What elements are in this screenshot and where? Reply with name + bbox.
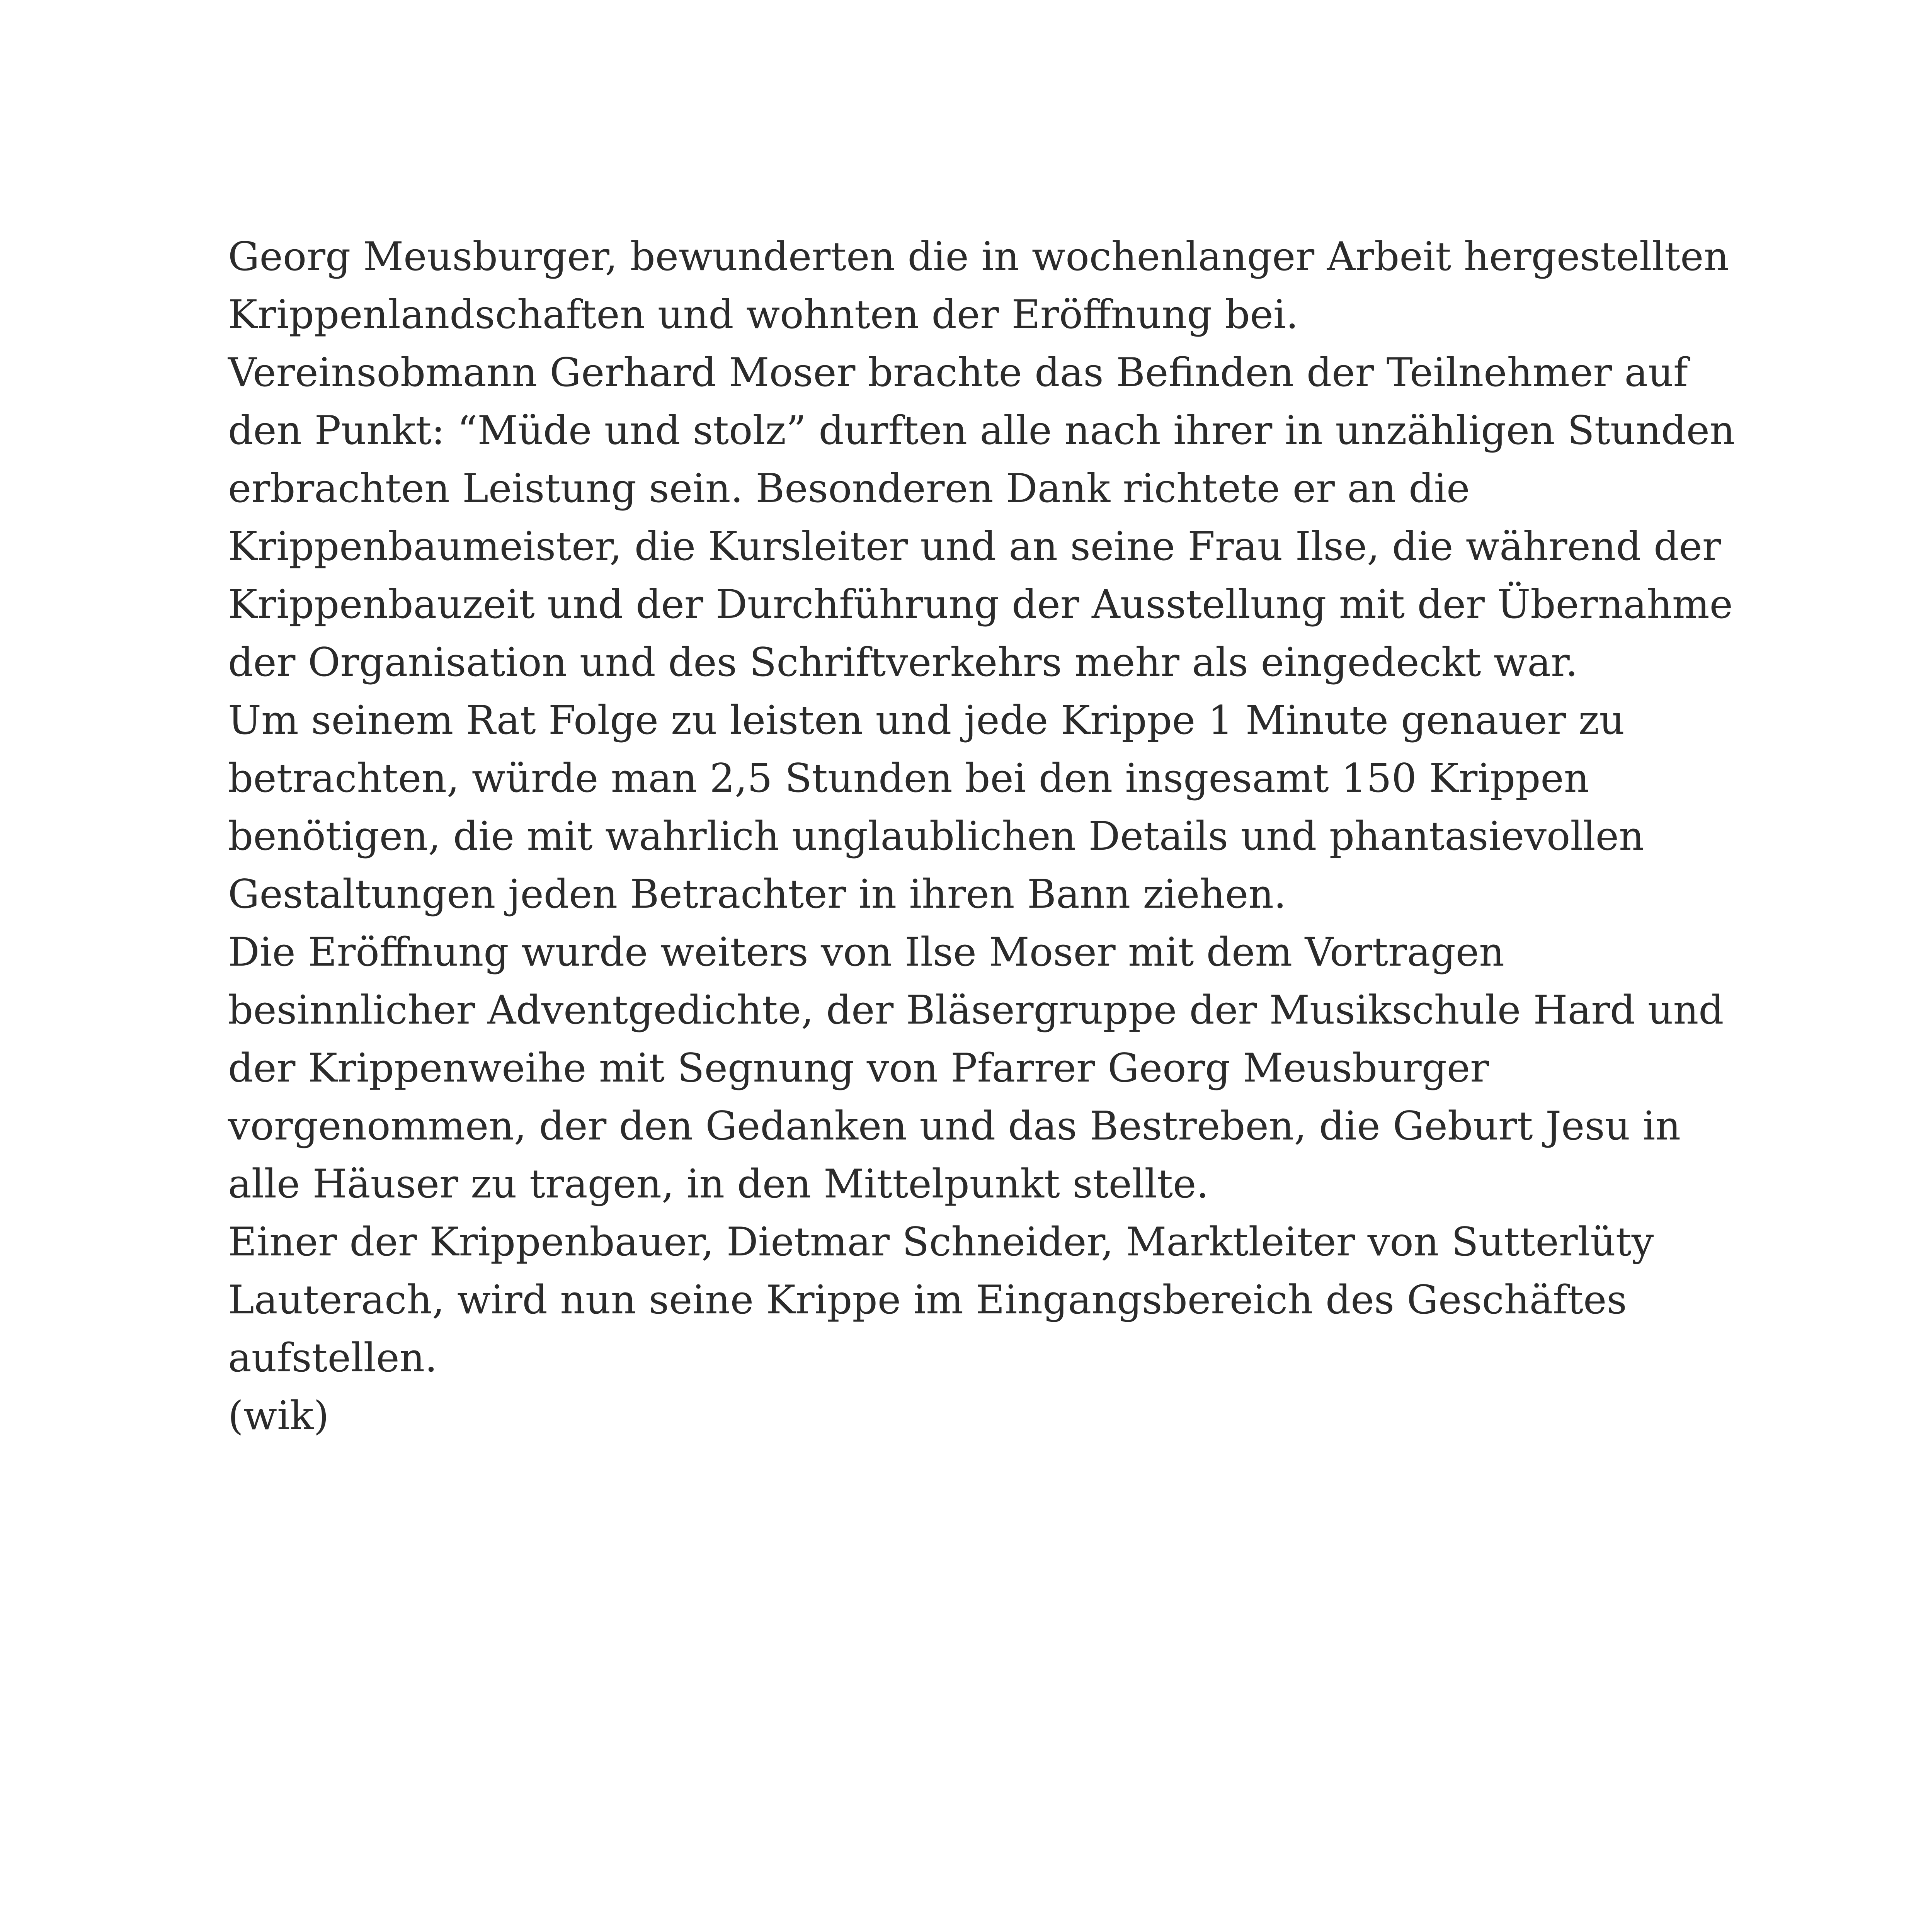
text-line: alle Häuser zu tragen, in den Mittelpunkt stellte. [228, 1161, 1209, 1207]
text-line: Krippenlandschaften und wohnten der Eröffnung bei. [228, 292, 1298, 338]
text-line: Vereinsobmann Gerhard Moser brachte das Befinden der Teilnehmer auf [228, 350, 1688, 396]
text-line: betrachten, würde man 2,5 Stunden bei den insgesamt 150 Krippen [228, 755, 1589, 801]
text-line: den Punkt: “Müde und stolz” durften alle nach ihrer in unzähligen Stunden [228, 408, 1735, 454]
text-line: Krippenbauzeit und der Durchführung der Ausstellung mit der Übernahme [228, 582, 1733, 628]
text-line: der Organisation und des Schriftverkehrs mehr als eingedeckt war. [228, 639, 1578, 685]
text-line: aufstellen. [228, 1335, 437, 1381]
text-line: der Krippenweihe mit Segnung von Pfarrer Georg Meusburger [228, 1045, 1489, 1091]
text-line: Lauterach, wird nun seine Krippe im Eingangsbereich des Geschäftes [228, 1277, 1627, 1323]
article-body [228, 228, 1735, 1445]
text-line: Krippenbaumeister, die Kursleiter und an seine Frau Ilse, die während der [228, 524, 1721, 570]
text-line: Einer der Krippenbauer, Dietmar Schneider, Marktleiter von Sutterlüty [228, 1219, 1654, 1265]
signature-line: (wik) [228, 1393, 329, 1439]
text-line: Die Eröffnung wurde weiters von Ilse Moser mit dem Vortragen [228, 929, 1504, 975]
text-line: Georg Meusburger, bewunderten die in wochenlanger Arbeit hergestellten [228, 234, 1729, 280]
text-line: vorgenommen, der den Gedanken und das Bestreben, die Geburt Jesu in [228, 1103, 1681, 1149]
text-line: Um seinem Rat Folge zu leisten und jede Krippe 1 Minute genauer zu [228, 697, 1625, 743]
text-line: benötigen, die mit wahrlich unglaublichen Details und phantasievollen [228, 813, 1644, 859]
text-line: besinnlicher Adventgedichte, der Bläsergruppe der Musikschule Hard und [228, 987, 1724, 1033]
text-line: erbrachten Leistung sein. Besonderen Dank richtete er an die [228, 466, 1470, 512]
text-line: Gestaltungen jeden Betrachter in ihren Bann ziehen. [228, 871, 1286, 917]
